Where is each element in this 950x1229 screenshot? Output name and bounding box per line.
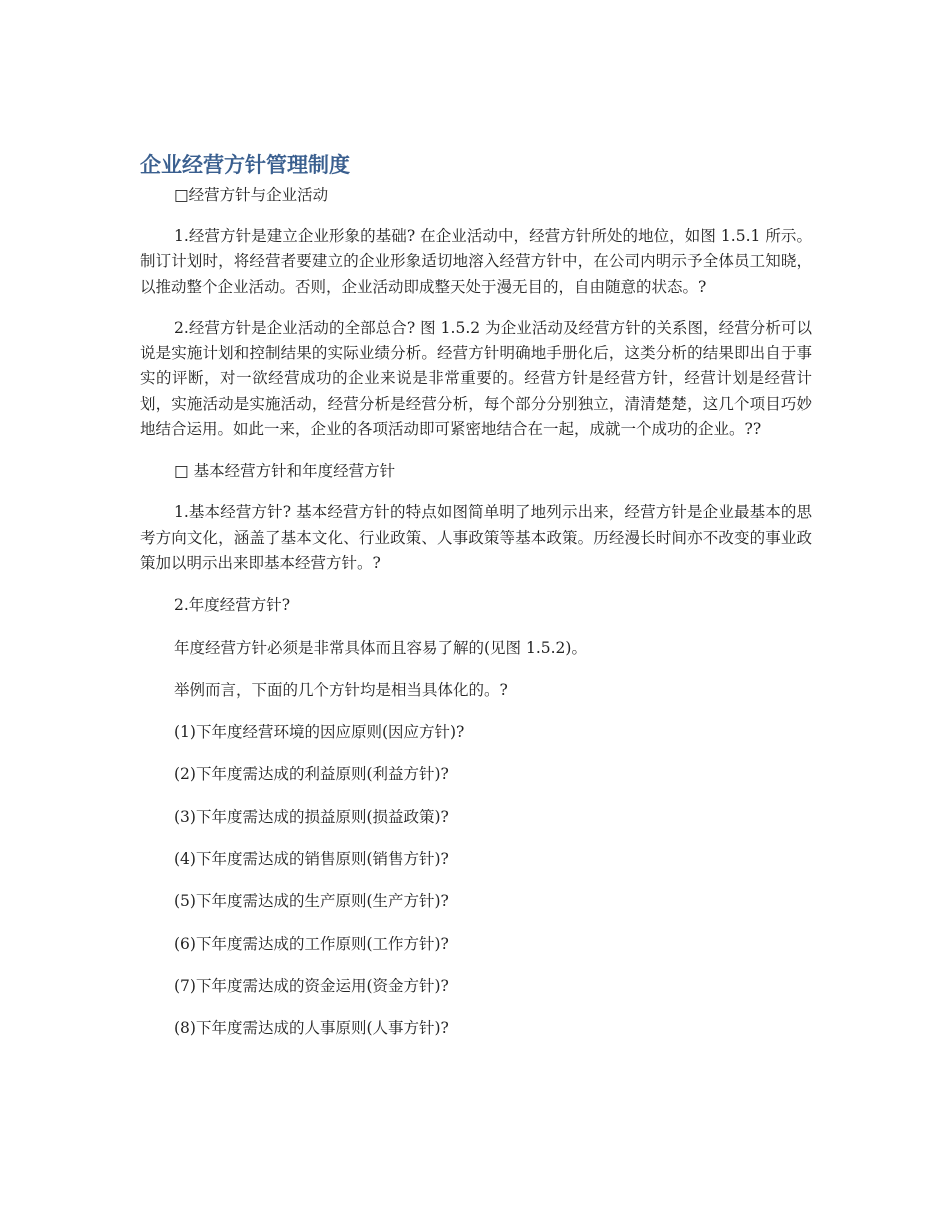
list-item: (3)下年度需达成的损益原则(损益政策)? bbox=[174, 807, 449, 826]
list-item: (4)下年度需达成的销售原则(销售方针)? bbox=[174, 850, 449, 869]
document-body bbox=[140, 150, 812, 1058]
paragraph-annual-policy-heading: 2.年度经营方针? bbox=[174, 596, 291, 615]
list-item: (5)下年度需达成的生产原则(生产方针)? bbox=[174, 892, 449, 911]
paragraph-policy-summary: 2.经营方针是企业活动的全部总合? 图 1.5.2 为企业活动及经营方针的关系图，经营分析可以说是实施计划和控制结果的实际业绩分析。经营方针明确地手册化后，这类分析的结果即出自于事实的评断，对一欲经营成功的企业来说是非常重要的。经营方针是经营方针，经营计划是经营计划，实施活动是实施活动，经营分析是经营分析，每个部分分别独立，清清楚楚，这几个项目巧妙地结合运用。如此一来，企业的各项活动即可紧密地结合在一起，成就一个成功的企业。?? bbox=[140, 318, 812, 439]
paragraph-basic-policy: 1.基本经营方针? 基本经营方针的特点如图简单明了地列示出来，经营方针是企业最基本的思考方向文化，涵盖了基本文化、行业政策、人事政策等基本政策。历经漫长时间亦不改变的事业政策加以明示出来即基本经营方针。? bbox=[140, 503, 812, 572]
paragraph-policy-foundation: 1.经营方针是建立企业形象的基础? 在企业活动中，经营方针所处的地位，如图 1.5.1 所示。制订计划时，将经营者要建立的企业形象适切地溶入经营方针中，在公司内明示予全体员工知晓，以推动整个企业活动。否则，企业活动即成整天处于漫无目的，自由随意的状态。? bbox=[140, 227, 812, 296]
list-item: (1)下年度经营环境的因应原则(因应方针)? bbox=[174, 723, 465, 742]
list-item: (7)下年度需达成的资金运用(资金方针)? bbox=[174, 976, 449, 995]
document-title: 企业经营方针管理制度 bbox=[140, 153, 350, 177]
list-item: (6)下年度需达成的工作原则(工作方针)? bbox=[174, 934, 449, 953]
paragraph-examples-intro: 举例而言，下面的几个方针均是相当具体化的。? bbox=[174, 680, 508, 699]
section-heading-business-policy: □经营方针与企业活动 bbox=[174, 186, 329, 204]
section-heading-basic-and-annual: □ 基本经营方针和年度经营方针 bbox=[174, 462, 396, 481]
paragraph-annual-policy-desc: 年度经营方针必须是非常具体而且容易了解的(见图 1.5.2)。 bbox=[174, 638, 587, 657]
list-item: (8)下年度需达成的人事原则(人事方针)? bbox=[174, 1019, 449, 1038]
list-item: (2)下年度需达成的利益原则(利益方针)? bbox=[174, 765, 449, 784]
